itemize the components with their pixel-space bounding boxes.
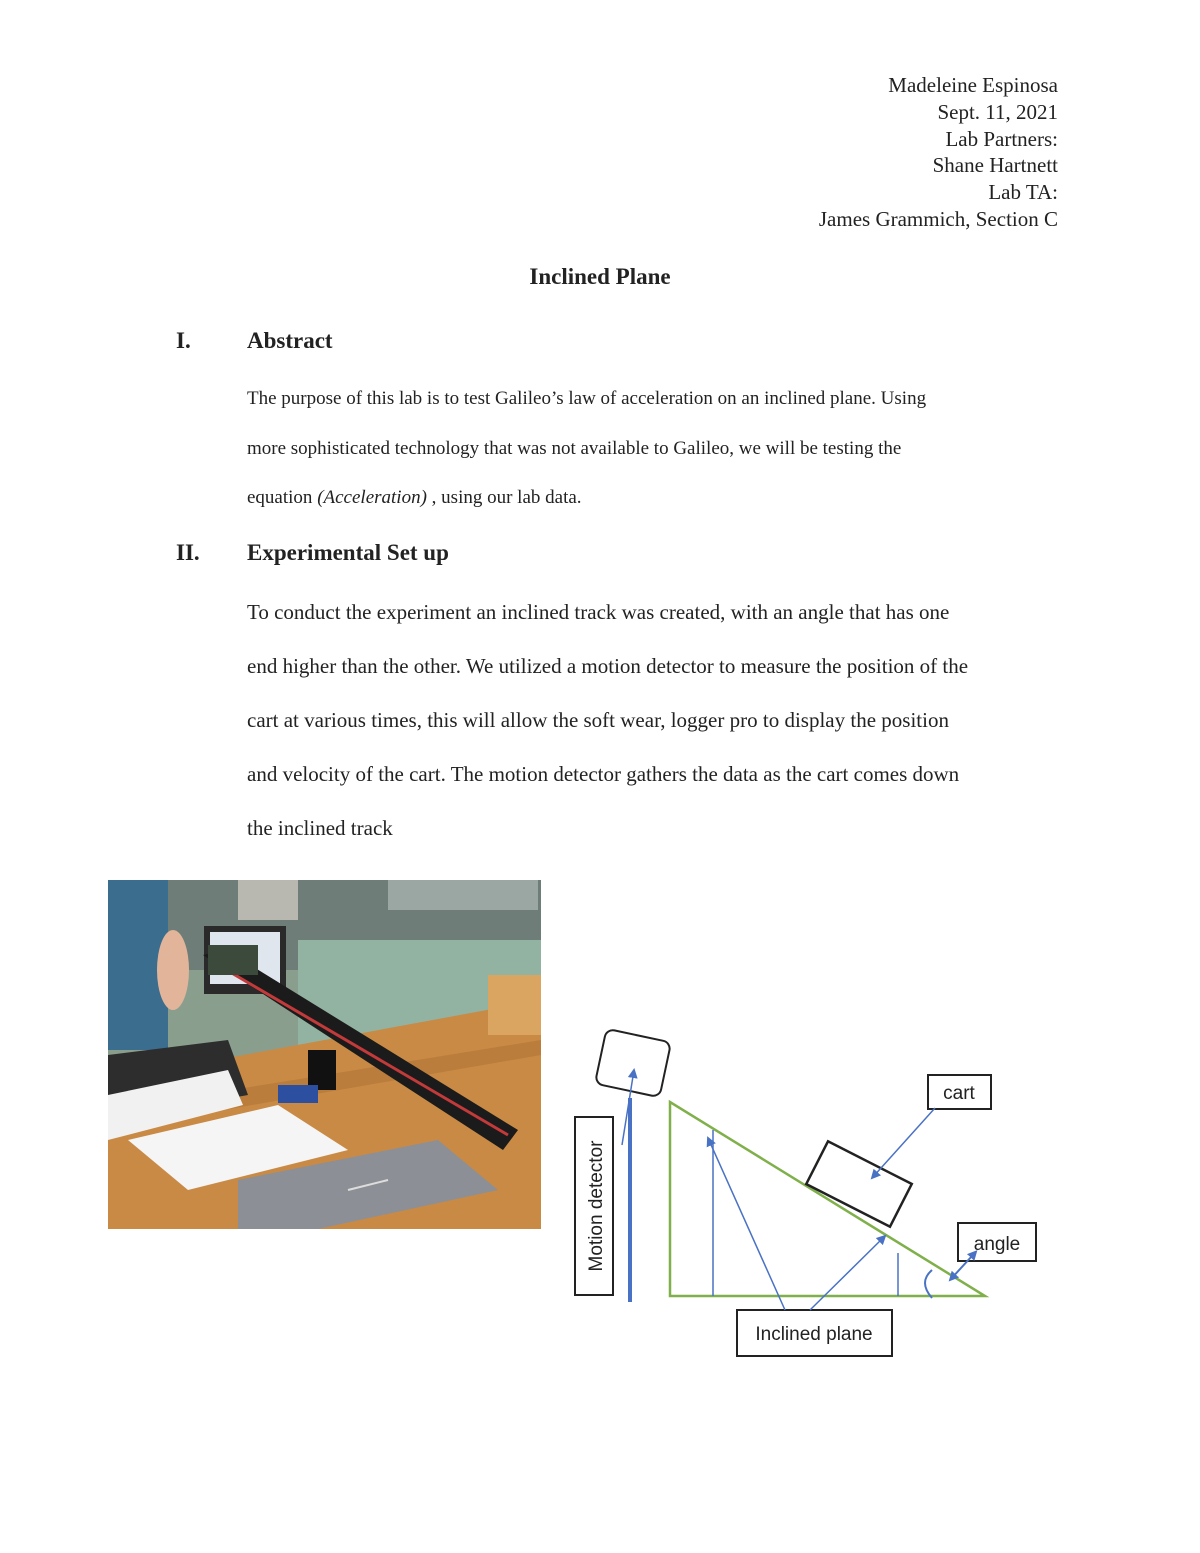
document-header (819, 72, 1058, 233)
inclined-plane-label-box (737, 1310, 892, 1356)
paragraph-line: end higher than the other. We utilized a motion detector to measure the position of the (247, 654, 969, 678)
cart-arrow (872, 1108, 935, 1178)
motion-detector-label: Motion detector (586, 1140, 607, 1272)
paragraph-line: The purpose of this lab is to test Galileo’s law of acceleration on an inclined plane. Using (247, 388, 927, 409)
inclined-plane-label: Inclined plane (755, 1324, 873, 1345)
paragraph-line: more sophisticated technology that was not available to Galileo, we will be testing the (247, 437, 902, 459)
section-title-abstract: Abstract (247, 328, 333, 353)
motion-detector-label-box (575, 1117, 613, 1295)
report-date: Sept. 11, 2021 (937, 99, 1058, 124)
lab-ta-name: James Grammich, Section C (818, 206, 1058, 231)
plane-arrow (810, 1236, 885, 1310)
paragraph-line: cart at various times, this will allow the soft wear, logger pro to display the position (247, 708, 949, 732)
angle-label-box (958, 1223, 1036, 1261)
motion-detector-box (595, 1029, 671, 1097)
text-span: , using our lab data. (426, 487, 582, 508)
inclined-plane-diagram (560, 1020, 1060, 1370)
angle-arc (925, 1270, 932, 1298)
text-span: equation (247, 487, 318, 508)
cart-label-box (928, 1075, 991, 1109)
lab-partners-label: Lab Partners: (945, 126, 1058, 151)
setup-paragraph (247, 600, 1067, 870)
cart-shape (806, 1141, 912, 1226)
section-number: I. (176, 328, 191, 353)
equation-placeholder: (Acceleration) (317, 487, 427, 508)
abstract-paragraph (247, 388, 1067, 537)
section-title-setup: Experimental Set up (247, 540, 449, 565)
lab-ta-label: Lab TA: (988, 180, 1058, 205)
angle-label: angle (973, 1234, 1021, 1255)
author-name: Madeleine Espinosa (888, 73, 1058, 97)
lab-setup-photo (108, 880, 541, 1229)
lab-partner-name: Shane Hartnett (932, 153, 1058, 178)
plane-arrow (708, 1138, 785, 1310)
paragraph-line: the inclined track (247, 816, 393, 840)
inclined-plane-triangle (670, 1102, 985, 1296)
paragraph-line: and velocity of the cart. The motion detector gathers the data as the cart comes down (247, 762, 960, 786)
section-number: II. (176, 540, 200, 565)
cart-label: cart (943, 1083, 975, 1104)
paragraph-line: To conduct the experiment an inclined track was created, with an angle that has one (247, 600, 950, 624)
document-title: Inclined Plane (529, 264, 671, 289)
paragraph-line (247, 487, 1067, 537)
